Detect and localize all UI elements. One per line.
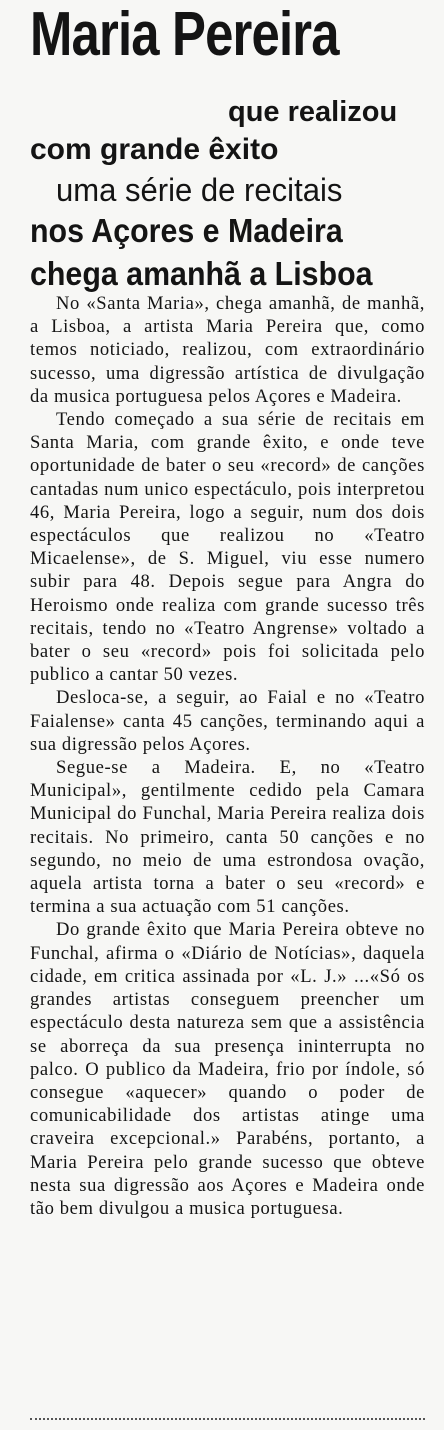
headline-line-6: chega amanhã a Lisboa — [30, 255, 373, 292]
headline-line-3: com grande êxito — [30, 133, 279, 166]
article-paragraph: Segue-se a Madeira. E, no «Teatro Municipal», gentilmente cedido pela Camara Municipal do Funchal, Maria Pereira realiza dois recitais. No primeiro, canta 50 canções e no segundo, no meio de uma estrondosa ovação, aquela artista torna a bater o seu «record» e termina a sua actuação com 51 canções. — [30, 757, 425, 918]
headline-line-4: uma série de recitais — [56, 172, 343, 208]
bottom-rule — [30, 1418, 425, 1420]
article-paragraph: Desloca-se, a seguir, ao Faial e no «Teatro Faialense» canta 45 canções, terminando aqui a sua digressão pelos Açores. — [30, 687, 425, 755]
article-paragraph: No «Santa Maria», chega amanhã, de manhã, a Lisboa, a artista Maria Pereira que, como temos noticiado, realizou, com extraordinário sucesso, uma digressão artística de divulgação da musica portuguesa pelos Açores e Madeira. — [30, 293, 425, 407]
article-paragraph: Do grande êxito que Maria Pereira obteve no Funchal, afirma o «Diário de Notícias», daquela cidade, em critica assinada por «L. J.» ...«Só os grandes artistas conseguem preencher um espectáculo desta natureza sem que a assistência se aborreça da sua presença ininterrupta no palco. O publico da Madeira, frio por índole, só consegue «aquecer» quando o poder de comunicabilidade dos artistas atinge uma craveira excepcional.» Parabéns, portanto, a Maria Pereira pelo grande sucesso que obteve nesta sua digressão aos Açores e Madeira onde tão bem divulgou a musica portuguesa. — [30, 919, 425, 1219]
article-paragraph: Tendo começado a sua série de recitais em Santa Maria, com grande êxito, e onde teve oportunidade de bater o seu «record» de canções cantadas num unico espectáculo, pois interpretou 46, Maria Pereira, logo a seguir, num dos dois espectáculos que realizou no «Teatro Micaelense», de S. Miguel, viu esse numero subir para 48. Depois segue para Angra do Heroismo onde realiza com grande sucesso três recitais, tendo no «Teatro Angrense» voltado a bater o seu «record» pois foi solicitada pelo publico a cantar 50 vezes. — [30, 409, 425, 686]
headline-name: Maria Pereira — [30, 0, 339, 69]
headline-line-2: que realizou — [228, 96, 398, 128]
headline-line-5: nos Açores e Madeira — [30, 212, 343, 249]
article-body — [30, 292, 425, 1220]
